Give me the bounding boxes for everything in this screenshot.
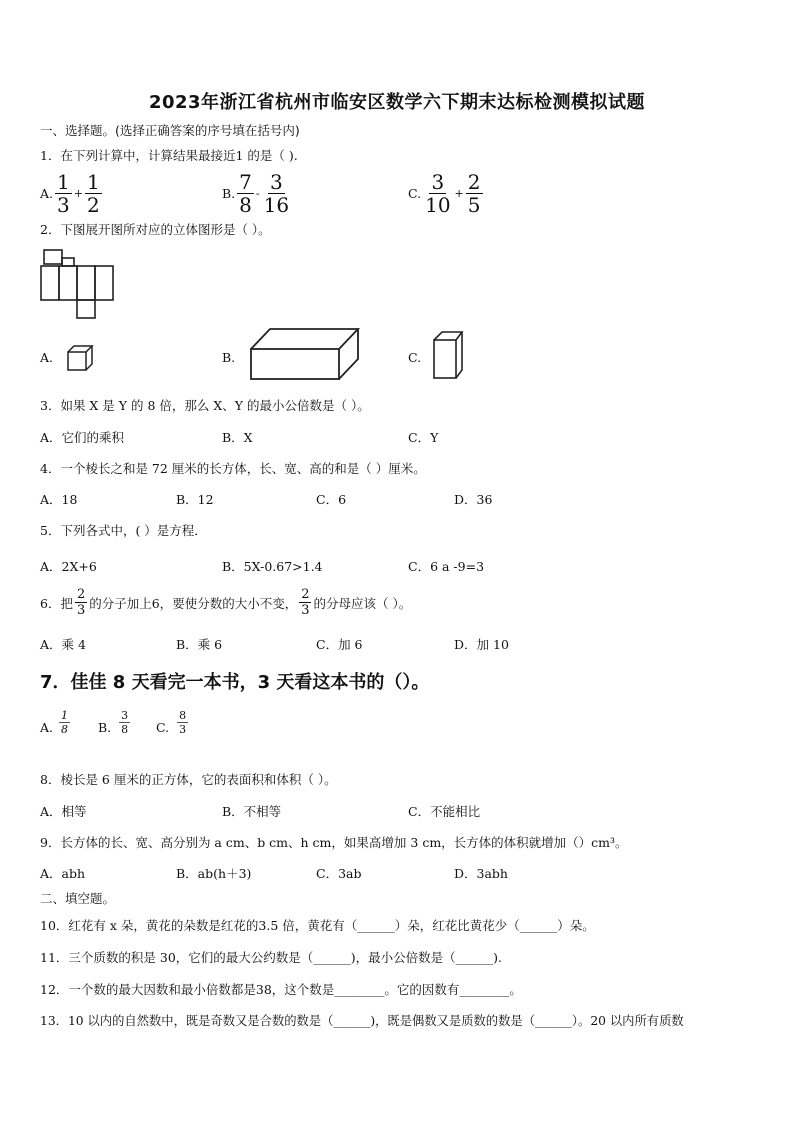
fraction: $\frac{2}{3}$ — [301, 587, 310, 618]
q6-text-post: 的分母应该（ ）。 — [313, 595, 412, 611]
q4-option-d[interactable]: D．36 — [454, 492, 493, 507]
fraction: $\frac{3}{10}$ — [425, 170, 451, 217]
q9-option-b[interactable]: B．ab(h＋3) — [176, 866, 252, 881]
fraction: $\frac{1}{3}$ — [57, 170, 70, 217]
fraction: $\frac{3}{16}$ — [263, 170, 290, 217]
question-4: 4．一个棱长之和是 72 厘米的长方体，长、宽、高的和是（ ）厘米。 — [40, 461, 426, 476]
operator: + — [454, 187, 464, 200]
q6-option-c[interactable]: C．加 6 — [316, 637, 363, 652]
q2-option-c[interactable]: C. — [408, 350, 422, 365]
question-2: 2．下图展开图所对应的立体图形是（ ）。 — [40, 222, 271, 237]
question-5: 5．下列各式中，( ）是方程． — [40, 523, 207, 538]
question-6 — [40, 588, 411, 617]
option-label: A. — [40, 186, 54, 201]
q1-option-c[interactable] — [408, 172, 485, 215]
q4-option-a[interactable]: A．18 — [40, 492, 78, 507]
question-8: 8．棱长是 6 厘米的正方体，它的表面积和体积（ ）。 — [40, 772, 337, 787]
q3-option-c[interactable]: C．Y — [408, 430, 439, 445]
q3-option-a[interactable]: A．它们的乘积 — [40, 430, 125, 445]
q6-option-d[interactable]: D．加 10 — [454, 637, 509, 652]
fraction: $\frac{8}{3}$ — [179, 709, 187, 736]
question-9: 9．长方体的长、宽、高分别为 a cm、b cm、h cm，如果高增加 3 cm，长方体的体积就增加（）cm³。 — [40, 835, 628, 850]
q7-option-c[interactable] — [156, 710, 190, 735]
q1-option-b[interactable] — [222, 172, 293, 215]
q5-option-c[interactable]: C．6 a -9=3 — [408, 559, 485, 574]
question-11: 11．三个质数的积是 30，它们的最大公约数是（______)，最小公倍数是（______). — [40, 950, 503, 965]
question-12: 12．一个数的最大因数和最小倍数都是38，这个数是________。它的因数有________。 — [40, 982, 522, 997]
section-heading-fill: 二、填空题。 — [40, 891, 116, 906]
fraction: $\frac{1}{8}$ — [61, 709, 69, 736]
q8-option-c[interactable]: C．不能相比 — [408, 804, 481, 819]
q8-option-b[interactable]: B．不相等 — [222, 804, 282, 819]
q2-option-b[interactable]: B. — [222, 350, 236, 365]
operator: - — [255, 187, 260, 200]
net-diagram — [38, 248, 118, 320]
option-label: C. — [408, 186, 422, 201]
flat-cuboid-icon — [248, 325, 360, 383]
q2-option-a[interactable]: A. — [40, 350, 54, 365]
option-label: C. — [156, 720, 170, 735]
fraction: $\frac{1}{2}$ — [86, 170, 100, 217]
q5-option-a[interactable]: A．2X+6 — [40, 559, 97, 574]
q5-option-b[interactable]: B．5X-0.67>1.4 — [222, 559, 323, 574]
q6-text-mid: 的分子加上6，要使分数的大小不变， — [89, 595, 298, 611]
q6-option-b[interactable]: B．乘 6 — [176, 637, 223, 652]
question-3: 3．如果 X 是 Y 的 8 倍，那么 X、Y 的最小公倍数是（ ）。 — [40, 398, 370, 413]
question-7: 7．佳佳 8 天看完一本书，3 天看这本书的（）。 — [40, 672, 430, 693]
q8-option-a[interactable]: A．相等 — [40, 804, 87, 819]
q4-option-b[interactable]: B．12 — [176, 492, 214, 507]
question-1: 1．在下列计算中，计算结果最接近1 的是（ ). — [40, 148, 298, 163]
small-cube-icon — [66, 344, 96, 372]
q9-option-d[interactable]: D．3abh — [454, 866, 508, 881]
question-13: 13．10 以内的自然数中，既是奇数又是合数的数是（______)，既是偶数又是质数的数是（______）。20 以内所有质数 — [40, 1014, 684, 1028]
q6-option-a[interactable]: A．乘 4 — [40, 637, 86, 652]
section-heading-choice: 一、选择题。(选择正确答案的序号填在括号内) — [40, 123, 300, 138]
option-label: A. — [40, 720, 54, 735]
fraction: $\frac{7}{8}$ — [239, 170, 252, 217]
q4-option-c[interactable]: C．6 — [316, 492, 347, 507]
operator: + — [73, 187, 83, 200]
q3-option-b[interactable]: B．X — [222, 430, 253, 445]
q1-option-a[interactable] — [40, 172, 104, 215]
option-label: B. — [222, 186, 236, 201]
page-title: 2023年浙江省杭州市临安区数学六下期末达标检测模拟试题 — [148, 92, 646, 113]
fraction: $\frac{2}{5}$ — [467, 170, 481, 217]
fraction: $\frac{3}{8}$ — [121, 709, 129, 736]
q9-option-c[interactable]: C．3ab — [316, 866, 362, 881]
fraction: $\frac{2}{3}$ — [76, 587, 86, 618]
question-10: 10．红花有 x 朵，黄花的朵数是红花的3.5 倍，黄花有（______）朵，红花比黄花少（______）朵。 — [40, 918, 595, 933]
q7-option-b[interactable] — [98, 710, 132, 735]
tall-cuboid-icon — [432, 330, 466, 380]
option-label: B. — [98, 720, 112, 735]
q6-text-pre: 6．把 — [40, 595, 73, 611]
q7-option-a[interactable] — [40, 710, 72, 735]
q9-option-a[interactable]: A．abh — [40, 866, 86, 881]
